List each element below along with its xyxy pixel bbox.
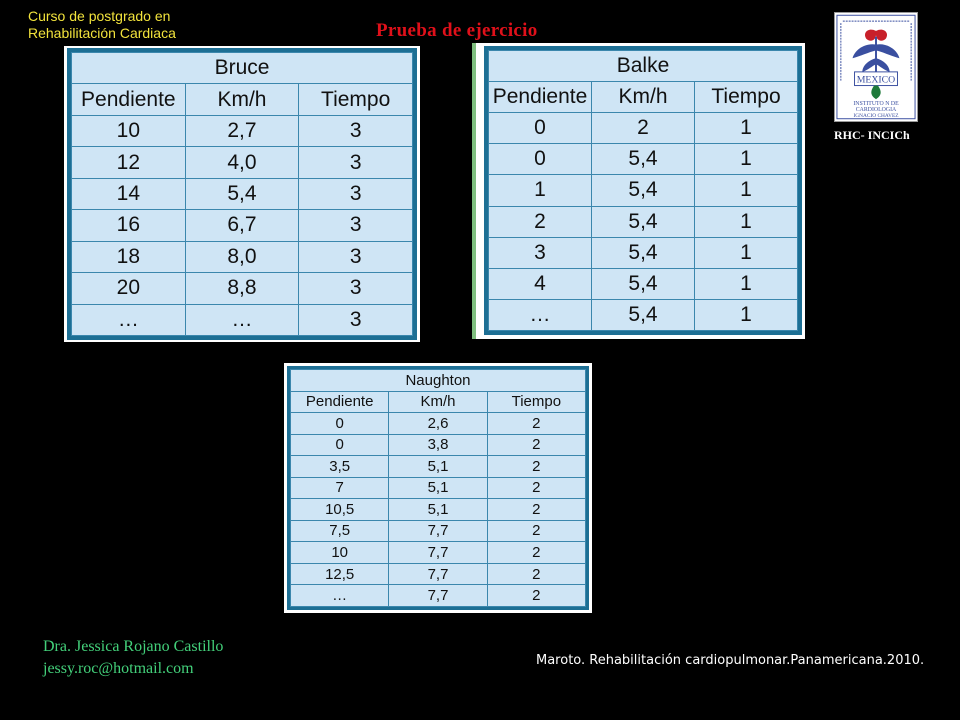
table-cell: 2 [487,413,585,435]
table-title: Naughton [291,370,586,392]
table-row [291,413,586,435]
table-cell: … [185,304,299,336]
table-cell: 2 [487,585,585,607]
table-cell: 3 [299,147,413,178]
balke-table [488,50,798,331]
svg-text:IGNACIO CHAVEZ: IGNACIO CHAVEZ [853,112,899,119]
table-cell: … [72,304,186,336]
table-cell: 2 [487,499,585,521]
table-row [72,115,413,146]
table-title-row [291,370,586,392]
table-cell: 7,5 [291,520,389,542]
svg-text:CARDIOLOGIA: CARDIOLOGIA [855,106,897,113]
table-cell: 8,0 [185,241,299,272]
column-header: Pendiente [291,391,389,413]
table-header-row [489,82,798,113]
slide-title: Prueba de ejercicio [376,20,538,41]
table-title-row [72,53,413,84]
column-header: Pendiente [489,82,592,113]
table-cell: 0 [489,113,592,144]
table-cell: 3 [299,304,413,336]
table-title: Bruce [72,53,413,84]
institute-logo [834,12,918,122]
table-cell: 1 [695,206,798,237]
course-line-2: Rehabilitación Cardiaca [28,25,176,41]
table-cell: 5,1 [389,499,487,521]
table-cell: 1 [695,268,798,299]
table-row [489,299,798,330]
course-line-1: Curso de postgrado en [28,8,171,24]
table-cell: 8,8 [185,273,299,304]
table-row [291,456,586,478]
column-header: Km/h [592,82,695,113]
column-header: Km/h [389,391,487,413]
table-cell: 3,5 [291,456,389,478]
bruce-table [71,52,413,336]
table-cell: 1 [489,175,592,206]
reference-citation: Maroto. Rehabilitación cardiopulmonar.Panamericana.2010. [536,653,925,668]
table-cell: 2 [489,206,592,237]
table-row [291,542,586,564]
table-cell: 2,6 [389,413,487,435]
naughton-table-card [284,363,592,613]
table-cell: 1 [695,299,798,330]
table-cell: 7,7 [389,563,487,585]
table-cell: 10,5 [291,499,389,521]
table-cell: 3 [299,273,413,304]
balke-table-card [472,43,805,339]
table-row [72,241,413,272]
table-row [489,175,798,206]
table-cell: 2 [592,113,695,144]
table-cell: 20 [72,273,186,304]
table-cell: 5,4 [592,144,695,175]
course-label [28,8,176,42]
table-row [72,147,413,178]
table-cell: 18 [72,241,186,272]
logo-caption: RHC- INCICh [834,128,910,142]
table-cell: 5,4 [592,299,695,330]
table-cell: 2,7 [185,115,299,146]
table-cell: 3 [299,178,413,209]
table-row [291,520,586,542]
table-cell: 4 [489,268,592,299]
table-row [291,585,586,607]
svg-text:MEXICO: MEXICO [856,74,896,86]
table-cell: 2 [487,520,585,542]
table-cell: 2 [487,542,585,564]
table-cell: 7,7 [389,520,487,542]
table-cell: 10 [291,542,389,564]
table-cell: … [291,585,389,607]
table-row [72,304,413,336]
table-row [72,178,413,209]
table-row [291,563,586,585]
table-cell: 2 [487,456,585,478]
column-header: Tiempo [299,84,413,115]
table-cell: 7,7 [389,542,487,564]
table-cell: 4,0 [185,147,299,178]
svg-text:INSTITUTO N DE: INSTITUTO N DE [853,101,899,108]
table-cell: 6,7 [185,210,299,241]
table-cell: 12,5 [291,563,389,585]
bruce-table-card [64,46,420,342]
column-header: Tiempo [695,82,798,113]
table-cell: 5,4 [592,206,695,237]
table-row [72,210,413,241]
naughton-table [290,369,586,607]
table-header-row [72,84,413,115]
table-cell: 0 [489,144,592,175]
table-cell: 3,8 [389,434,487,456]
table-cell: 7 [291,477,389,499]
author-name: Dra. Jessica Rojano Castillo [43,638,224,655]
table-cell: 2 [487,563,585,585]
table-row [72,273,413,304]
table-cell: 3 [299,115,413,146]
table-cell: 1 [695,113,798,144]
author-block [43,636,223,680]
table-cell: 0 [291,413,389,435]
table-cell: 5,1 [389,477,487,499]
table-row [489,144,798,175]
table-cell: 1 [695,175,798,206]
table-cell: 3 [299,241,413,272]
author-email: jessy.roc@hotmail.com [43,660,194,677]
table-cell: 5,4 [185,178,299,209]
table-row [291,434,586,456]
table-cell: 3 [299,210,413,241]
table-row [291,477,586,499]
table-cell: 16 [72,210,186,241]
table-cell: … [489,299,592,330]
table-cell: 5,4 [592,237,695,268]
table-header-row [291,391,586,413]
column-header: Km/h [185,84,299,115]
table-cell: 3 [489,237,592,268]
table-cell: 2 [487,434,585,456]
table-title-row [489,51,798,82]
table-cell: 5,1 [389,456,487,478]
table-cell: 2 [487,477,585,499]
table-row [489,268,798,299]
column-header: Pendiente [72,84,186,115]
table-cell: 12 [72,147,186,178]
institute-seal-icon [835,13,917,121]
table-cell: 5,4 [592,175,695,206]
column-header: Tiempo [487,391,585,413]
table-cell: 5,4 [592,268,695,299]
table-cell: 1 [695,144,798,175]
table-cell: 7,7 [389,585,487,607]
table-title: Balke [489,51,798,82]
table-row [489,237,798,268]
table-row [489,206,798,237]
table-cell: 10 [72,115,186,146]
table-cell: 1 [695,237,798,268]
table-row [489,113,798,144]
table-cell: 0 [291,434,389,456]
table-cell: 14 [72,178,186,209]
table-row [291,499,586,521]
